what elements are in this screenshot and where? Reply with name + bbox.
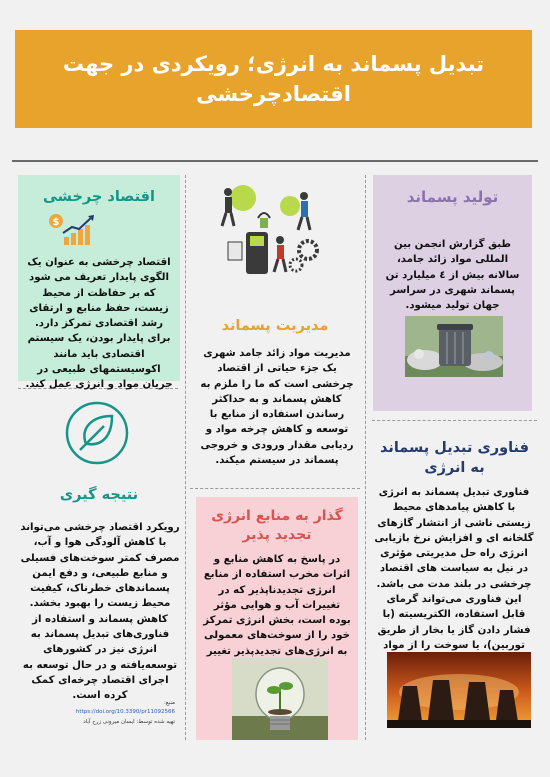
page-title: تبدیل پسماند به انرژی؛ رویکردی در جهت اقتصادچرخشی [15, 30, 532, 128]
garbage-photo [405, 316, 503, 377]
waste-management-heading: مدیریت پسماند [221, 318, 329, 334]
lightbulb-plant-photo [232, 658, 328, 740]
waste-management-text: مدیریت مواد زائد جامد شهری یک جزء حیاتی از اقتصاد چرخشی است که ما را ملزم به کاهش پسماند و به حداکثر رساندن استفاده از منابع با توسعه و کاهش چرخه مواد و ردیابی مقدار ورودی و خروجی پسماند در سیستم میکند. [200, 348, 354, 467]
doi-link[interactable]: https://doi.org/10.3390/pr11092566 [75, 709, 175, 715]
divider [12, 160, 538, 162]
row-divider [372, 420, 537, 421]
eco-plug-icon [62, 398, 132, 468]
renewable-panel [196, 497, 358, 740]
growth-chart-icon [48, 213, 96, 247]
conclusion-text: رویکرد اقتصاد چرخشی می‌تواند با کاهش آلودگی هوا و آب، مصرف کمتر سوخت‌های فسیلی و منابع طبیعی، و دفع ایمن پسماندهای خطرناک، کیفیت محیط زیست را بهبود بخشد. کاهش پسماند و استفاده از فناوری‌های تبدیل پسماند به انرژی نیز در کشورهای توسعه‌یافته و در حال توسعه به اجرای اقتصاد چرخه‌ای کمک کرده است. [20, 522, 180, 702]
wte-text: فناوری تبدیل پسماند به انرژی با کاهش پیامدهای محیط زیستی ناشی از انتشار گازهای گلخانه ای و افزایش نرخ بازیابی انرژی راه حل مدیریتی مؤثری در نیل به سیاست های اقتصاد چرخشی در بلند مدت می باشد. این فناوری می‌تواند گرمای قابل استفاده، الکتریسیته (با فشار دادن گاز یا بخار از طریق توربین)، یا سوخت را از مواد [374, 487, 534, 651]
waste-management-illustration [198, 180, 333, 285]
circular-economy-text: اقتصاد چرخشی به عنوان یک الگوی پایدار تعریف می شود که بر حفاظت از محیط زیست، حفظ منابع و ارتقای رشد اقتصادی تمرکز دارد. برای پایدار بودن، یک سیستم اقتصادی باید مانند اکوسیستمهای طبیعی در جریان مواد و انرژی عمل کند. [25, 257, 173, 391]
row-divider [190, 488, 360, 489]
waste-production-heading: تولید پسماند [406, 188, 499, 206]
waste-production-panel [373, 175, 532, 411]
source-label: منبع: [163, 700, 175, 706]
wte-heading: فناوری تبدیل پسماند به انرژی [380, 440, 529, 476]
waste-production-text: طبق گزارش انجمن بین المللی مواد زائد جامد، سالانه بیش از ٤ میلیارد تن پسماند شهری در سراسر جهان تولید میشود. [385, 239, 520, 312]
renewable-text: در پاسخ به کاهش منابع و اثرات مخرب استفاده از منابع انرژی تجدیدناپذیر که در تغییرات آب و هوایی مؤثر بوده است، بخش انرژی تمرکز خود را از سوخت‌های معمولی به انرژی‌های تجدیدپذیر تغییر [203, 554, 351, 657]
credit-text: تهیه شده توسط: ایسان میرونی زرح آباد [83, 719, 175, 725]
circular-economy-heading: اقتصاد چرخشی [43, 189, 155, 205]
conclusion-heading: نتیجه گیری [59, 487, 139, 503]
column-divider [365, 175, 366, 740]
column-divider [185, 175, 186, 740]
renewable-heading: گذار به منابع انرژی تجدید پذیر [211, 508, 343, 543]
svg-text:$: $ [52, 217, 60, 228]
circular-economy-panel [18, 175, 180, 391]
power-plant-photo [387, 652, 531, 728]
